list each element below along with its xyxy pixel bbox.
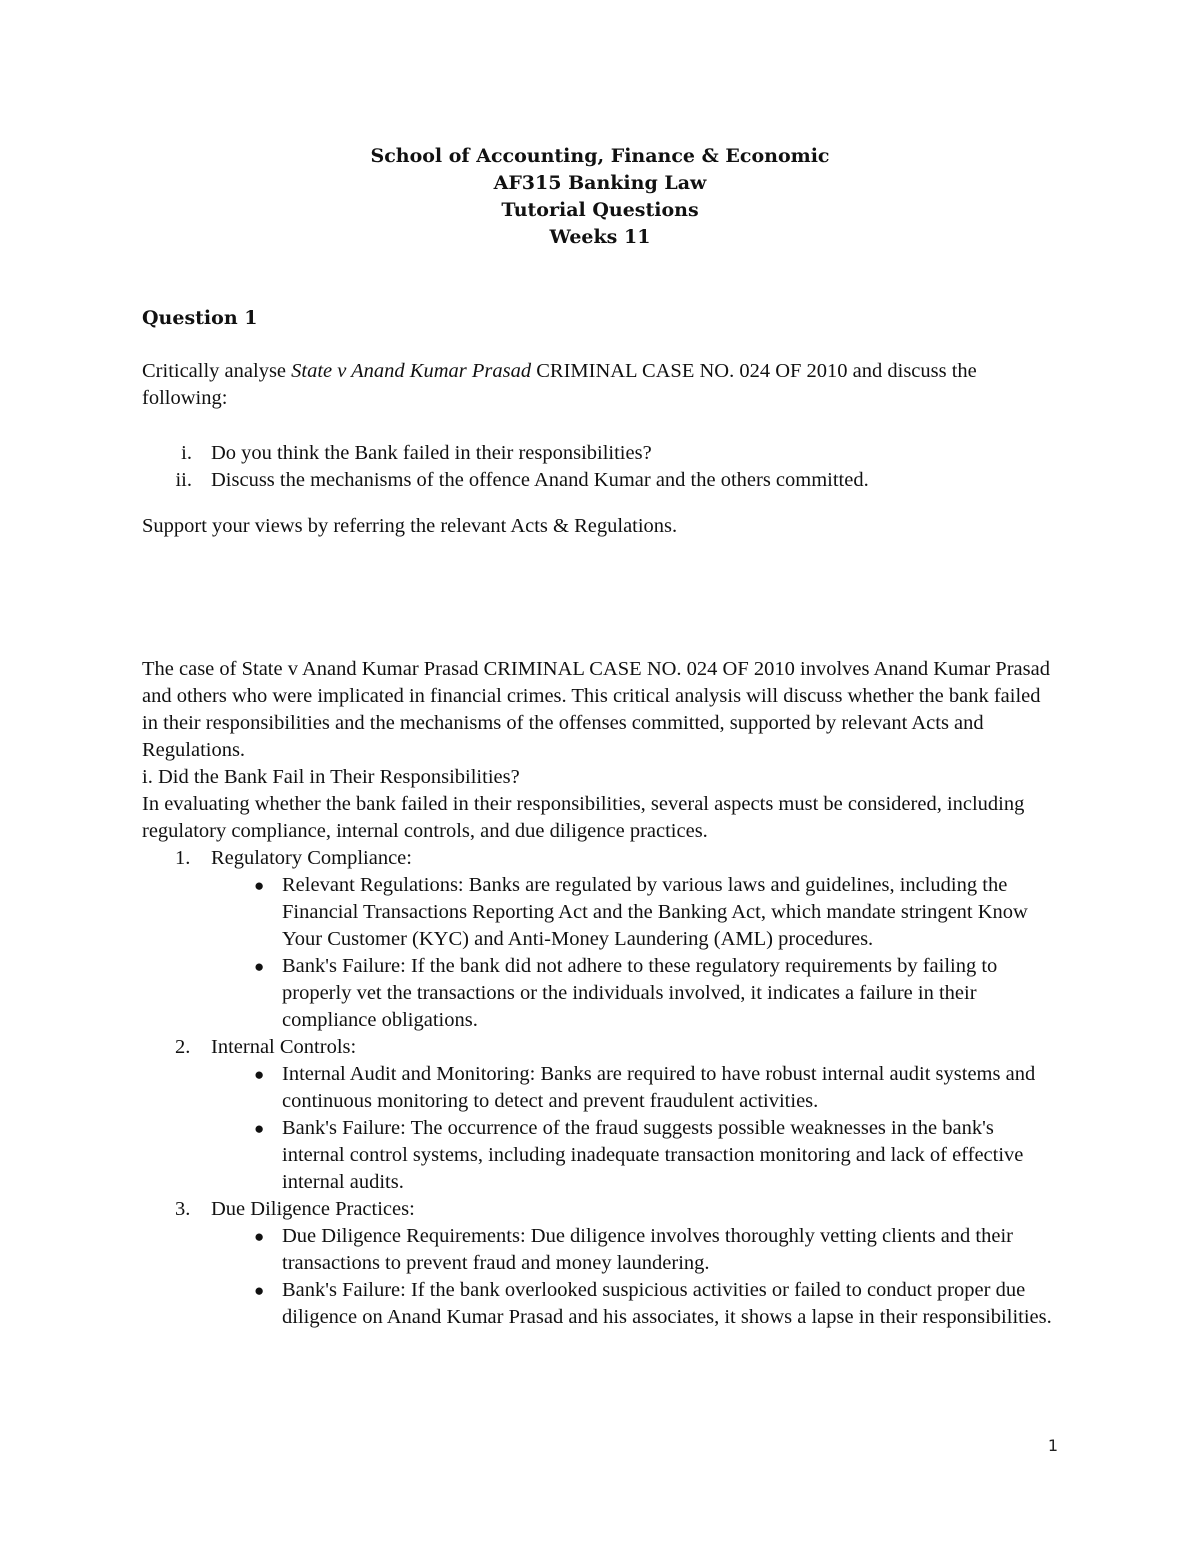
- list-item: [142, 1223, 1052, 1277]
- document-type: Tutorial Questions: [501, 199, 699, 221]
- answer-intro: The case of State v Anand Kumar Prasad CRIMINAL CASE NO. 024 OF 2010 involves Anand Kumar Prasad and others who were implicated in financial crimes. This critical analysis will discuss whether the bank failed in their responsibilities and the mechanisms of the offenses committed, supported by relevant Acts and Regulations.: [142, 658, 1050, 761]
- question-heading: Question 1: [142, 307, 258, 329]
- list-item: [142, 1277, 1052, 1331]
- question-intro: [142, 358, 1042, 412]
- answer-section-item: [142, 845, 1052, 872]
- question-item: [142, 467, 1042, 494]
- list-item: [142, 872, 1052, 953]
- bullet-icon: ●: [254, 1227, 265, 1246]
- section-title: Due Diligence Practices:: [211, 1198, 415, 1220]
- section-number: 2.: [175, 1036, 191, 1058]
- bullet-icon: ●: [254, 1119, 265, 1138]
- page-number: 1: [1047, 1436, 1058, 1455]
- bullet-icon: ●: [254, 876, 265, 895]
- document-header: [0, 143, 1200, 251]
- case-name: State v Anand Kumar Prasad: [291, 360, 532, 382]
- list-item: [142, 1115, 1052, 1196]
- section-number: 3.: [175, 1198, 191, 1220]
- list-item: [142, 953, 1052, 1034]
- section-number: 1.: [175, 847, 191, 869]
- question-item: [142, 440, 1042, 467]
- list-item: [142, 1061, 1052, 1115]
- question-intro-pre: Critically analyse: [142, 360, 292, 382]
- question-item-text: Discuss the mechanisms of the offence Anand Kumar and the others committed.: [211, 469, 869, 491]
- answer-section-item: [142, 1196, 1052, 1223]
- bullet-text: Internal Audit and Monitoring: Banks are required to have robust internal audit systems and continuous monitoring to detect and prevent fraudulent activities.: [282, 1063, 1036, 1112]
- bullet-icon: ●: [254, 1065, 265, 1084]
- bullet-text: Due Diligence Requirements: Due diligence involves thoroughly vetting clients and their transactions to prevent fraud and money laundering.: [282, 1225, 1013, 1274]
- support-instruction: Support your views by referring the relevant Acts & Regulations.: [142, 515, 678, 537]
- answer-section: [142, 656, 1052, 1331]
- course-title: AF315 Banking Law: [493, 172, 707, 194]
- section-title: Internal Controls:: [211, 1036, 357, 1058]
- bullet-icon: ●: [254, 957, 265, 976]
- answer-subheading: i. Did the Bank Fail in Their Responsibilities?: [142, 766, 520, 788]
- school-name: School of Accounting, Finance & Economic: [370, 145, 830, 167]
- question-items-list: [142, 440, 1042, 494]
- question-item-number: ii.: [175, 469, 192, 491]
- answer-sections-list: [142, 845, 1052, 1331]
- question-intro-post: CRIMINAL CASE NO. 024 OF 2010 and discuss the following:: [142, 360, 977, 409]
- question-item-number: i.: [181, 442, 192, 464]
- bullet-text: Bank's Failure: The occurrence of the fraud suggests possible weaknesses in the bank's internal control systems, including inadequate transaction monitoring and lack of effective internal audits.: [282, 1117, 1024, 1193]
- bullet-text: Relevant Regulations: Banks are regulated by various laws and guidelines, including the Financial Transactions Reporting Act and the Banking Act, which mandate stringent Know Your Customer (KYC) and Anti-Money Laundering (AML) procedures.: [282, 874, 1028, 950]
- question-item-text: Do you think the Bank failed in their responsibilities?: [211, 442, 652, 464]
- bullet-text: Bank's Failure: If the bank overlooked suspicious activities or failed to conduct proper due diligence on Anand Kumar Prasad and his associates, it shows a lapse in their responsibilities.: [282, 1279, 1052, 1328]
- answer-section-item: [142, 1034, 1052, 1061]
- weeks-label: Weeks 11: [549, 226, 651, 248]
- section-title: Regulatory Compliance:: [211, 847, 412, 869]
- bullet-text: Bank's Failure: If the bank did not adhere to these regulatory requirements by failing to properly vet the transactions or the individuals involved, it indicates a failure in their compliance obligations.: [282, 955, 998, 1031]
- answer-lead: In evaluating whether the bank failed in their responsibilities, several aspects must be considered, including regulatory compliance, internal controls, and due diligence practices.: [142, 793, 1025, 842]
- bullet-icon: ●: [254, 1281, 265, 1300]
